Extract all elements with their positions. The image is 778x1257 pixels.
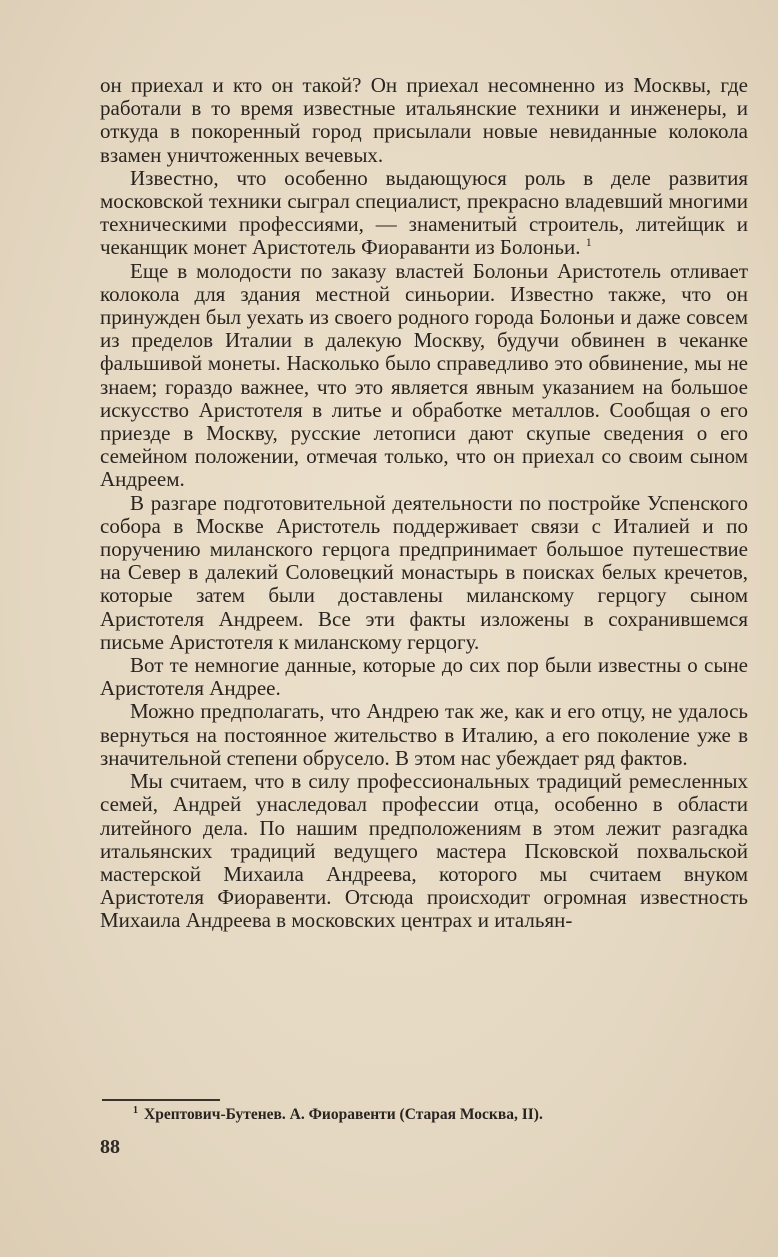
paragraph-text: В разгаре подготовительной деятельности по постройке Успенского собора в Москве Аристотель поддерживает связи с Италией и по поручению миланского герцога предпринимает большое путешествие на Север в далекий Соловецкий монастырь в поисках белых кречетов, которые затем были доставлены миланскому герцогу сыном Аристотеля Андреем. Все эти факты изложены в сохранившемся письме Аристотеля к миланскому герцогу. (100, 490, 748, 654)
paragraph-text: Еще в молодости по заказу властей Болоньи Аристотель отливает колокола для здания местной синьории. Известно также, что он принужден был уехать из своего родного города Болоньи и даже совсем из пределов Италии в далекую Москву, будучи обвинен в чеканке фальшивой монеты. Насколько было справедливо это обвинение, мы не знаем; гораздо важнее, что это является явным указанием на большое искусство Аристотеля в литье и обработке металлов. Сообщая о его приезде в Москву, русские летописи дают скупые сведения о его семейном положении, отмечая только, что он приехал со своим сыном Андреем. (100, 258, 748, 492)
paragraph-text: он приехал и кто он такой? Он приехал несомненно из Москвы, где работали в то время известные итальянские техники и инженеры, и откуда в покоренный город присылали новые невиданные колокола взамен уничтоженных вечевых. (100, 73, 748, 167)
body-text (100, 74, 748, 933)
footnote-marker: 1 (133, 1104, 138, 1116)
paragraph (100, 654, 748, 700)
paragraph (100, 167, 748, 260)
paragraph-text: Мы считаем, что в силу профессиональных традиций ремесленных семей, Андрей унаследовал профессии отца, особенно в области литейного дела. По нашим предположениям в этом лежит разгадка итальянских традиций ведущего мастера Псковской похвальской мастерской Михаила Андреева, которого мы считаем внуком Аристотеля Фиоравенти. Отсюда происходит огромная известность Михаила Андреева в московских центрах и итальян- (100, 769, 748, 933)
paragraph (100, 770, 748, 932)
paragraph-text: Вот те немногие данные, которые до сих пор были известны о сыне Аристотеля Андрее. (100, 653, 748, 701)
footnote (133, 1106, 733, 1124)
page-number: 88 (100, 1136, 120, 1158)
paragraph (100, 700, 748, 770)
footnote-reference: 1 (585, 235, 592, 250)
paragraph-text: Известно, что особенно выдающуюся роль в деле развития московской техники сыграл специалист, прекрасно владевший многими техническими профессиями, — знаменитый строитель, литейщик и чеканщик монет Аристотель Фиораванти из Болоньи. (100, 165, 748, 260)
paragraph (100, 492, 748, 654)
paragraph (100, 260, 748, 492)
paragraph (100, 74, 748, 167)
footnote-text: Хрептович-Бутенев. А. Фиоравенти (Старая Москва, II). (144, 1106, 543, 1123)
paragraph-text: Можно предполагать, что Андрею так же, как и его отцу, не удалось вернуться на постоянное жительство в Италию, а его поколение уже в значительной степени обрусело. В этом нас убеждает ряд фактов. (100, 699, 748, 770)
footnote-divider (102, 1099, 220, 1101)
